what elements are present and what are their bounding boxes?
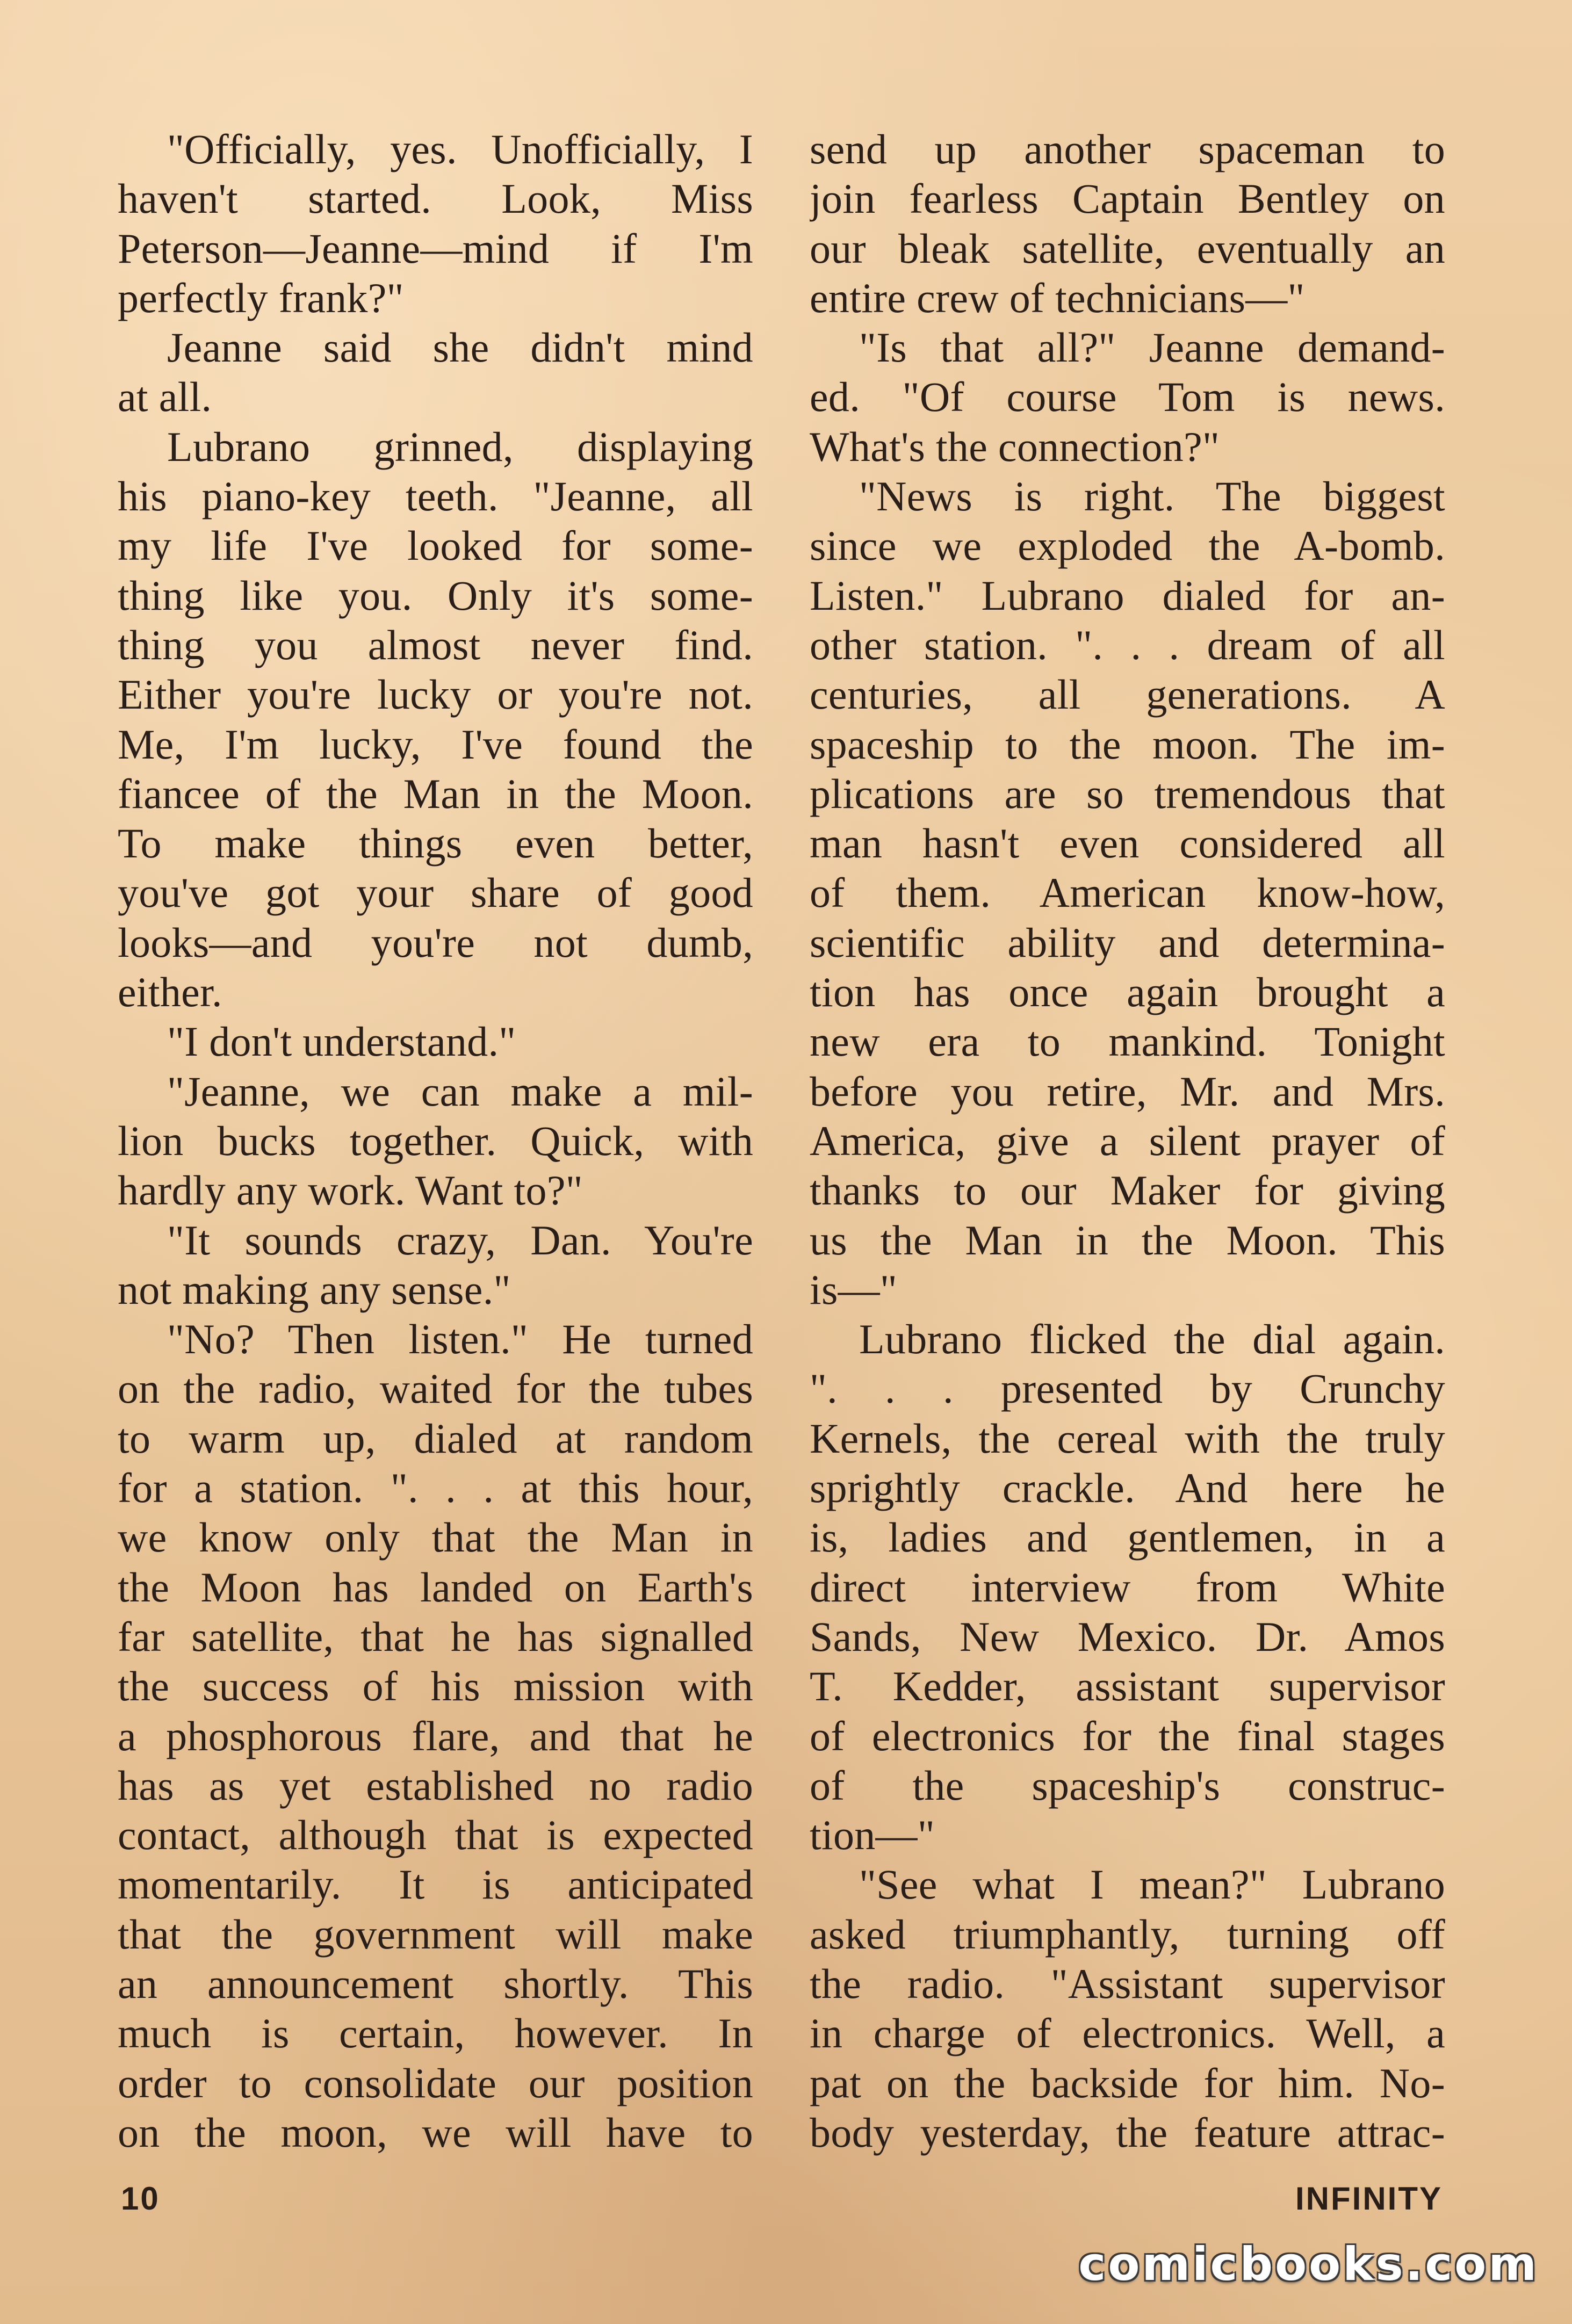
text-line: momentarily. It is anticipated: [118, 1861, 753, 1908]
text-line: thanks to our Maker for giving: [810, 1167, 1445, 1214]
page-number: 10: [121, 2181, 160, 2217]
text-line: far satellite, that he has signalled: [118, 1613, 753, 1660]
text-line: "I don't understand.": [167, 1018, 516, 1065]
text-line: To make things even better,: [118, 820, 753, 867]
text-line: man hasn't even considered all: [810, 820, 1445, 867]
text-line: since we exploded the A-bomb.: [810, 522, 1445, 569]
text-line: Peterson—Jeanne—mind if I'm: [118, 225, 753, 272]
text-line: is, ladies and gentlemen, in a: [810, 1514, 1445, 1561]
text-line: the radio. "Assistant supervisor: [810, 1960, 1445, 2007]
text-line: perfectly frank?": [118, 274, 404, 321]
text-line: "Officially, yes. Unofficially, I: [167, 126, 753, 172]
text-line: Jeanne said she didn't mind: [167, 324, 753, 371]
text-line: in charge of electronics. Well, a: [810, 2010, 1445, 2057]
text-line: we know only that the Man in: [118, 1514, 753, 1561]
text-line: Listen." Lubrano dialed for an-: [810, 572, 1445, 619]
text-line: ". . . presented by Crunchy: [810, 1365, 1445, 1412]
text-line: scientific ability and determina-: [810, 919, 1445, 966]
text-line: send up another spaceman to: [810, 126, 1445, 172]
text-line: plications are so tremendous that: [810, 770, 1445, 817]
text-line: tion has once again brought a: [810, 969, 1445, 1016]
text-line: "No? Then listen." He turned: [167, 1316, 753, 1363]
text-line: has as yet established no radio: [118, 1762, 753, 1809]
text-line: "Jeanne, we can make a mil-: [167, 1067, 753, 1115]
text-line: hardly any work. Want to?": [118, 1167, 583, 1214]
text-line: centuries, all generations. A: [810, 671, 1445, 718]
text-line: the success of his mission with: [118, 1663, 753, 1710]
text-line: "It sounds crazy, Dan. You're: [167, 1216, 753, 1264]
text-line: at all.: [118, 373, 212, 421]
text-line: join fearless Captain Bentley on: [810, 175, 1445, 222]
text-line: you've got your share of good: [118, 869, 753, 916]
text-line: lion bucks together. Quick, with: [118, 1117, 753, 1164]
text-line: contact, although that is expected: [118, 1811, 753, 1859]
text-line: a phosphorous flare, and that he: [118, 1712, 753, 1759]
text-line: "See what I mean?" Lubrano: [859, 1861, 1445, 1908]
text-line: for a station. ". . . at this hour,: [118, 1464, 753, 1512]
text-line: spaceship to the moon. The im-: [810, 720, 1445, 768]
text-line: of them. American know-how,: [810, 869, 1445, 916]
text-line: his piano-key teeth. "Jeanne, all: [118, 473, 753, 520]
text-line: that the government will make: [118, 1910, 753, 1958]
text-line: an announcement shortly. This: [118, 1960, 753, 2007]
text-line: of the spaceship's construc-: [810, 1762, 1445, 1809]
text-line: "News is right. The biggest: [859, 473, 1445, 520]
text-line: America, give a silent prayer of: [810, 1117, 1445, 1164]
text-line: much is certain, however. In: [118, 2010, 753, 2057]
text-line: haven't started. Look, Miss: [118, 175, 753, 222]
text-line: our bleak satellite, eventually an: [810, 225, 1445, 272]
text-line: Sands, New Mexico. Dr. Amos: [810, 1613, 1445, 1660]
text-line: tion—": [810, 1811, 935, 1859]
text-line: Kernels, the cereal with the truly: [810, 1414, 1445, 1462]
text-line: new era to mankind. Tonight: [810, 1018, 1445, 1065]
text-line: What's the connection?": [810, 423, 1220, 470]
text-line: direct interview from White: [810, 1563, 1445, 1611]
text-line: to warm up, dialed at random: [118, 1414, 753, 1462]
text-line: body yesterday, the feature attrac-: [810, 2109, 1445, 2156]
text-line: Either you're lucky or you're not.: [118, 671, 753, 718]
text-line: us the Man in the Moon. This: [810, 1216, 1445, 1264]
text-line: pat on the backside for him. No-: [810, 2059, 1445, 2106]
text-line: looks—and you're not dumb,: [118, 919, 753, 966]
text-line: Lubrano flicked the dial again.: [859, 1316, 1445, 1363]
text-line: "Is that all?" Jeanne demand-: [859, 324, 1445, 371]
text-line: before you retire, Mr. and Mrs.: [810, 1067, 1445, 1115]
text-line: my life I've looked for some-: [118, 522, 753, 569]
text-line: fiancee of the Man in the Moon.: [118, 770, 753, 817]
magazine-title: INFINITY: [1295, 2181, 1443, 2217]
text-line: not making any sense.": [118, 1266, 511, 1313]
text-line: thing like you. Only it's some-: [118, 572, 753, 619]
text-line: is—": [810, 1266, 898, 1313]
text-line: asked triumphantly, turning off: [810, 1910, 1445, 1958]
text-line: on the moon, we will have to: [118, 2109, 753, 2156]
watermark: comicbooks.com: [1078, 2238, 1539, 2291]
text-line: ed. "Of course Tom is news.: [810, 373, 1445, 421]
text-line: order to consolidate our position: [118, 2059, 753, 2106]
text-line: Lubrano grinned, displaying: [167, 423, 753, 470]
left-text-column: [118, 125, 753, 2157]
text-line: entire crew of technicians—": [810, 274, 1305, 321]
text-line: of electronics for the final stages: [810, 1712, 1445, 1759]
text-line: Me, I'm lucky, I've found the: [118, 720, 753, 768]
text-line: on the radio, waited for the tubes: [118, 1365, 753, 1412]
text-line: T. Kedder, assistant supervisor: [810, 1663, 1445, 1710]
text-line: sprightly crackle. And here he: [810, 1464, 1445, 1512]
text-line: the Moon has landed on Earth's: [118, 1563, 753, 1611]
text-line: thing you almost never find.: [118, 621, 753, 668]
right-text-column: [810, 125, 1445, 2157]
text-line: either.: [118, 969, 222, 1016]
text-line: other station. ". . . dream of all: [810, 621, 1445, 668]
